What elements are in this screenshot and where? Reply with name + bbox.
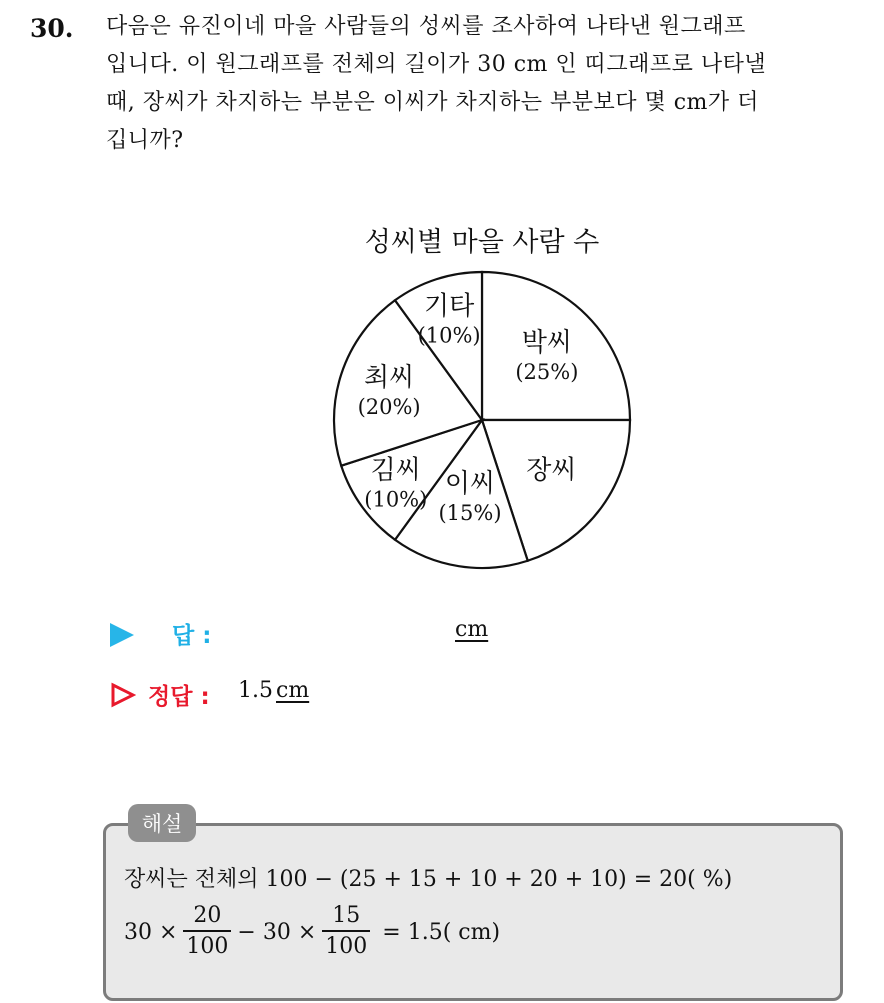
slice-percent-label: (15%)	[438, 501, 502, 525]
question-text	[106, 8, 866, 160]
correct-answer-row	[110, 678, 370, 710]
slice-percent-label: (25%)	[515, 360, 579, 385]
fraction-20-100	[183, 902, 231, 962]
expr-term-a: 30 ×	[124, 919, 178, 945]
chart-title: 성씨별 마을 사람 수	[364, 227, 600, 258]
expr-result: = 1.5( cm)	[382, 919, 501, 945]
answer-row	[110, 617, 530, 649]
correct-answer-value	[238, 678, 309, 703]
explanation-tag: 해설	[128, 804, 196, 842]
explanation-line-1: 장씨는 전체의 100 − (25 + 15 + 10 + 20 + 10) = 20( %)	[124, 867, 733, 892]
slice-percent-label: (10%)	[417, 323, 481, 348]
question-line: 다음은 유진이네 마을 사람들의 성씨를 조사하여 나타낸 원그래프	[106, 14, 746, 39]
answer-arrow-icon	[110, 623, 134, 647]
slice-percent-label: (20%)	[357, 394, 421, 419]
answer-label: 답 :	[172, 623, 212, 649]
fraction-numerator: 15	[332, 903, 361, 928]
slice-label: 최씨	[363, 362, 415, 393]
slice-label: 기타	[423, 291, 475, 322]
fraction-denominator: 100	[325, 934, 368, 959]
slice-label: 박씨	[521, 328, 573, 359]
correct-answer-label: 정답 :	[148, 684, 210, 710]
correct-value-number: 1.5	[238, 678, 273, 703]
expr-minus-term: − 30 ×	[237, 919, 317, 945]
slice-label: 김씨	[370, 455, 421, 486]
question-line: 때, 장씨가 차지하는 부분은 이씨가 차지하는 부분보다 몇 cm가 더	[106, 90, 759, 115]
question-line: 입니다. 이 원그래프를 전체의 길이가 30 cm 인 띠그래프로 나타낼	[106, 52, 767, 77]
explanation-line-2	[124, 902, 506, 962]
fraction-15-100	[322, 902, 370, 962]
fraction-denominator: 100	[186, 934, 229, 959]
answer-unit: cm	[455, 617, 489, 642]
correct-value-unit: cm	[276, 678, 310, 703]
question-line: 깁니까?	[106, 128, 184, 153]
slice-label: 장씨	[526, 455, 577, 486]
question-number: 30.	[30, 14, 74, 43]
pie-chart	[300, 215, 660, 575]
slice-label: 이씨	[444, 469, 496, 499]
slice-percent-label: (10%)	[364, 487, 428, 512]
fraction-numerator: 20	[193, 903, 222, 928]
correct-arrow-icon	[110, 682, 136, 708]
